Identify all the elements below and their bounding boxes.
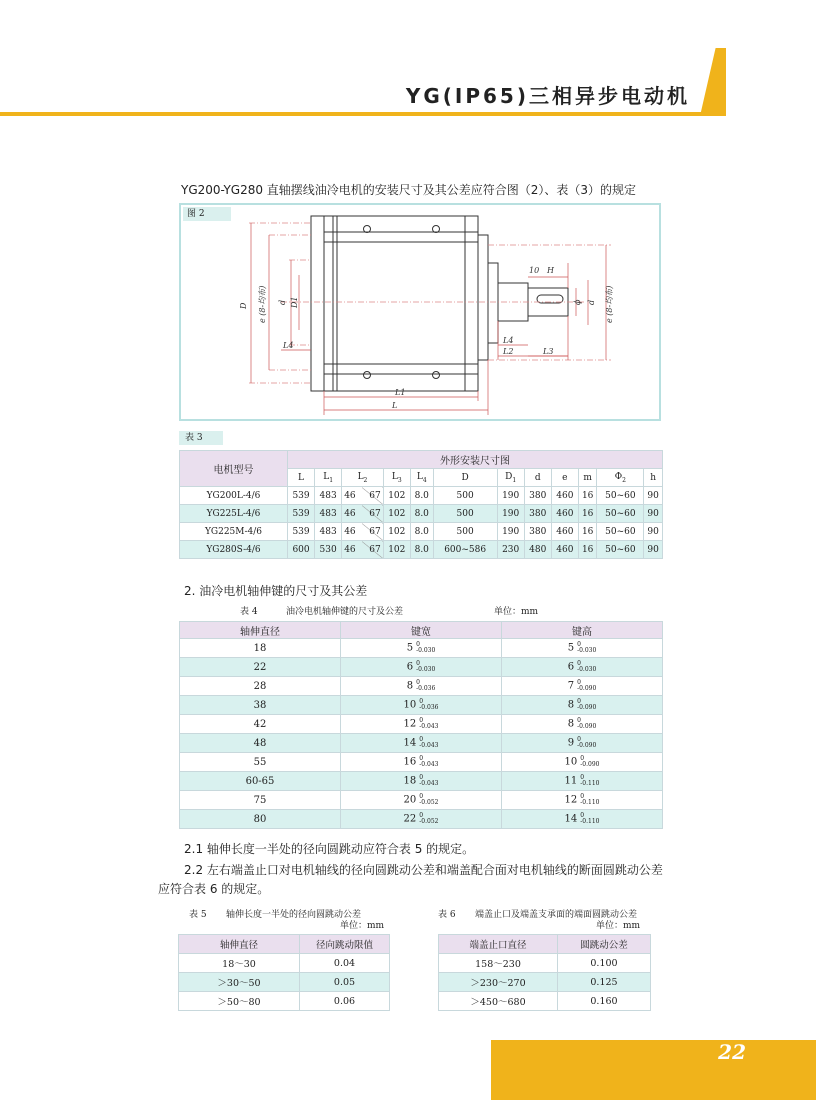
tol-upper: 0 (577, 660, 581, 667)
table-row (180, 734, 663, 753)
t3-model: YG225L-4/6 (180, 505, 288, 523)
t5-cell: ＞30～50 (179, 973, 300, 992)
table-row (180, 505, 663, 523)
table6-label: 表 6 (438, 910, 456, 920)
t4-width (341, 772, 502, 791)
dim-d-right: d (587, 299, 596, 305)
tol-upper: 0 (577, 736, 581, 743)
t4-dia: 80 (180, 810, 341, 829)
tol-upper: 0 (416, 660, 420, 667)
table-row (180, 772, 663, 791)
dim-d1: D1 (290, 296, 299, 308)
table4-title: 油冷电机轴伸键的尺寸及公差 (286, 607, 404, 617)
table3-label: 表 3 (179, 431, 223, 445)
tol-lower: -0.030 (577, 647, 597, 654)
table-row (439, 973, 651, 992)
t4-width-tol (419, 699, 438, 711)
tol-lower: -0.090 (580, 761, 600, 768)
motor-drawing (181, 205, 659, 419)
t3-cell: 190 (497, 487, 524, 505)
tol-lower: -0.090 (577, 742, 597, 749)
t4-width-val: 12 (403, 718, 417, 730)
t4-height (502, 639, 663, 658)
t3-model-header: 电机型号 (180, 451, 288, 487)
t4-dia: 48 (180, 734, 341, 753)
t3-cell: 46 (342, 541, 363, 559)
t3-cell: 50~60 (597, 541, 644, 559)
table-row (180, 791, 663, 810)
dim-d-small-left: d (278, 299, 287, 305)
t3-col-L: L (288, 469, 315, 487)
dim-l2: L2 (503, 347, 514, 356)
t4-width-val: 6 (406, 661, 414, 673)
tol-upper: 0 (419, 717, 424, 724)
dim-d-big: D (239, 302, 248, 309)
t4-width-tol (419, 813, 438, 825)
t3-cell: 600~586 (433, 541, 497, 559)
t3-cell: 102 (383, 487, 410, 505)
t4-dia: 28 (180, 677, 341, 696)
intro-paragraph: YG200-YG280 直轴摆线油冷电机的安装尺寸及其公差应符合图（2）、表（3）的规定 (181, 183, 637, 197)
t4-width-tol (416, 680, 435, 692)
t3-cell: 539 (288, 487, 315, 505)
t3-model: YG280S-4/6 (180, 541, 288, 559)
tol-upper: 0 (419, 755, 424, 762)
tol-upper: 0 (580, 774, 585, 781)
tol-upper: 0 (419, 774, 424, 781)
t3-cell: 380 (524, 505, 551, 523)
t3-cell: 90 (644, 541, 663, 559)
t4-width-val: 20 (403, 794, 417, 806)
t4-width-tol (419, 737, 438, 749)
t3-cell: 102 (383, 523, 410, 541)
t3-cell: 8.0 (410, 505, 433, 523)
t4-height (502, 696, 663, 715)
tol-lower: -0.036 (416, 685, 436, 692)
table-row (179, 992, 390, 1011)
dim-e-left: e (8-均布) (258, 285, 267, 323)
dim-l: L (392, 401, 398, 410)
t4-height (502, 658, 663, 677)
t4-dia: 22 (180, 658, 341, 677)
t5-cell: 0.05 (300, 973, 390, 992)
t3-cell: 46 (342, 523, 363, 541)
t4-width (341, 677, 502, 696)
t4-height-tol (580, 813, 599, 825)
dim-e-right: e (8-均布) (605, 285, 614, 323)
t4-dia: 55 (180, 753, 341, 772)
dim-l4-left: L4 (283, 341, 294, 350)
t4-height-tol (577, 737, 596, 749)
tol-upper: 0 (577, 717, 581, 724)
table-row (180, 658, 663, 677)
t4-width (341, 696, 502, 715)
t4-height (502, 791, 663, 810)
table5-unit: 单位：mm (340, 921, 385, 931)
t4-height (502, 715, 663, 734)
t4-width (341, 753, 502, 772)
t4-height-val: 8 (567, 718, 575, 730)
table-row (180, 715, 663, 734)
t3-cell: 483 (315, 505, 342, 523)
table6-unit: 单位：mm (596, 921, 641, 931)
paragraph-2-2-line2: 应符合表 6 的规定。 (158, 882, 270, 896)
table4-label: 表 4 (240, 607, 258, 617)
t4-height (502, 677, 663, 696)
t3-cell: 380 (524, 487, 551, 505)
dim-l1: L1 (395, 388, 406, 397)
dim-l3: L3 (543, 347, 554, 356)
figure-2 (179, 203, 661, 421)
t3-cell: 230 (497, 541, 524, 559)
t4-height (502, 772, 663, 791)
t6-cell: 0.100 (558, 954, 651, 973)
t4-height-val: 10 (564, 756, 578, 768)
page-number: 22 (718, 1040, 746, 1064)
table5 (178, 934, 390, 1011)
t3-cell: 67 (362, 487, 383, 505)
tol-lower: -0.110 (580, 799, 600, 806)
t3-cell: 16 (578, 541, 597, 559)
header-rule (0, 112, 725, 116)
table-row (180, 677, 663, 696)
t3-cell: 539 (288, 505, 315, 523)
tol-lower: -0.036 (419, 704, 439, 711)
page-header-title: YG(IP65)三相异步电动机 (405, 84, 690, 108)
paragraph-2-1: 2.1 轴伸长度一半处的径向圆跳动应符合表 5 的规定。 (184, 842, 475, 856)
t4-width-tol (419, 775, 438, 787)
tol-lower: -0.043 (419, 723, 439, 730)
t6-header: 端盖止口直径 (439, 935, 558, 954)
tol-upper: 0 (416, 641, 420, 648)
t5-cell: 0.04 (300, 954, 390, 973)
table6-title: 端盖止口及端盖支承面的端面圆跳动公差 (475, 910, 638, 920)
t3-cell: 46 (342, 487, 363, 505)
figure-label: 图 2 (183, 207, 231, 221)
t4-height (502, 810, 663, 829)
t4-header: 键高 (502, 622, 663, 639)
t3-cell: 480 (524, 541, 551, 559)
tol-lower: -0.110 (580, 818, 600, 825)
t4-width (341, 734, 502, 753)
table5-title: 轴伸长度一半处的径向圆跳动公差 (226, 910, 362, 920)
t3-col-L2: $L_2$ (342, 469, 384, 487)
t4-header: 键宽 (341, 622, 502, 639)
t4-height-tol (577, 661, 596, 673)
t3-cell: 190 (497, 523, 524, 541)
t4-height-val: 14 (564, 813, 578, 825)
tol-upper: 0 (577, 679, 581, 686)
t6-header: 圆跳动公差 (558, 935, 651, 954)
t3-cell: 90 (644, 487, 663, 505)
t4-width-val: 8 (406, 680, 414, 692)
t4-height-tol (580, 775, 599, 787)
t3-cell: 16 (578, 487, 597, 505)
t4-width (341, 715, 502, 734)
t3-col-L4: $L_4$ (410, 469, 433, 487)
table-row (439, 992, 651, 1011)
t3-col-D1: $D_1$ (497, 469, 524, 487)
table-row (180, 753, 663, 772)
t4-height-tol (577, 718, 596, 730)
t4-height-tol (580, 794, 599, 806)
tol-lower: -0.110 (580, 780, 600, 787)
tol-upper: 0 (580, 793, 585, 800)
t3-cell: 16 (578, 523, 597, 541)
t3-col-m: m (578, 469, 597, 487)
t6-cell: ＞450～680 (439, 992, 558, 1011)
t4-width (341, 791, 502, 810)
dim-10: 10 (529, 266, 540, 275)
section-2-heading: 2. 油冷电机轴伸键的尺寸及其公差 (184, 584, 368, 598)
t4-width-tol (419, 718, 438, 730)
table4-unit: 单位：mm (494, 607, 539, 617)
paragraph-2-2-line1: 2.2 左右端盖止口对电机轴线的径向圆跳动公差和端盖配合面对电机轴线的断面圆跳动公差 (184, 863, 663, 877)
t4-width (341, 658, 502, 677)
t3-cell: 50~60 (597, 487, 644, 505)
tol-upper: 0 (419, 736, 424, 743)
t6-cell: ＞230～270 (439, 973, 558, 992)
table4 (179, 621, 663, 829)
tol-upper: 0 (577, 698, 581, 705)
tol-lower: -0.090 (577, 704, 597, 711)
t3-cell: 102 (383, 505, 410, 523)
t3-cell: 50~60 (597, 523, 644, 541)
table3 (179, 450, 663, 559)
t4-height-val: 8 (567, 699, 575, 711)
tol-lower: -0.030 (577, 666, 597, 673)
t4-height-tol (577, 680, 596, 692)
t3-cell: 50~60 (597, 505, 644, 523)
t4-width-tol (416, 642, 435, 654)
t4-height-val: 5 (567, 642, 575, 654)
t3-group-header: 外形安装尺寸图 (288, 451, 663, 469)
t4-width-val: 18 (403, 775, 417, 787)
table-row (180, 541, 663, 559)
t3-col-L1: $L_1$ (315, 469, 342, 487)
tol-lower: -0.043 (419, 761, 439, 768)
t4-height-val: 12 (564, 794, 578, 806)
t3-cell: 90 (644, 523, 663, 541)
t3-col-D: D (433, 469, 497, 487)
table-row (180, 810, 663, 829)
t3-cell: 600 (288, 541, 315, 559)
t4-width (341, 810, 502, 829)
table-row (180, 639, 663, 658)
t3-col-h: h (644, 469, 663, 487)
t3-cell: 46 (342, 505, 363, 523)
t4-height-val: 9 (567, 737, 575, 749)
t3-cell: 483 (315, 487, 342, 505)
t3-cell: 8.0 (410, 523, 433, 541)
t3-cell: 460 (551, 541, 578, 559)
table-row (179, 973, 390, 992)
tol-upper: 0 (419, 812, 424, 819)
tol-lower: -0.043 (419, 742, 439, 749)
t3-cell: 67 (362, 505, 383, 523)
t3-col-L3: $L_3$ (383, 469, 410, 487)
tol-lower: -0.090 (577, 723, 597, 730)
tol-lower: -0.043 (419, 780, 439, 787)
t4-width-tol (419, 756, 438, 768)
t4-height-val: 11 (564, 775, 578, 787)
t4-dia: 18 (180, 639, 341, 658)
t4-height-tol (580, 756, 599, 768)
t3-cell: 460 (551, 487, 578, 505)
tol-lower: -0.030 (416, 666, 436, 673)
t4-width-tol (416, 661, 435, 673)
t5-header: 轴伸直径 (179, 935, 300, 954)
tol-lower: -0.090 (577, 685, 597, 692)
t3-cell: 500 (433, 487, 497, 505)
dim-phi: ϕ (573, 299, 582, 305)
t5-cell: ＞50～80 (179, 992, 300, 1011)
t3-cell: 539 (288, 523, 315, 541)
t3-cell: 8.0 (410, 541, 433, 559)
tol-upper: 0 (416, 679, 420, 686)
t3-cell: 460 (551, 505, 578, 523)
tol-upper: 0 (580, 812, 585, 819)
table-row (179, 954, 390, 973)
t3-cell: 8.0 (410, 487, 433, 505)
t4-height-tol (577, 642, 596, 654)
table-row (180, 487, 663, 505)
t4-height-val: 6 (567, 661, 575, 673)
tol-upper: 0 (577, 641, 581, 648)
t4-dia: 42 (180, 715, 341, 734)
t5-cell: 0.06 (300, 992, 390, 1011)
t6-cell: 0.160 (558, 992, 651, 1011)
t3-col-d: d (524, 469, 551, 487)
header-tab-decoration (700, 48, 726, 116)
t3-cell: 380 (524, 523, 551, 541)
t4-height-tol (577, 699, 596, 711)
t4-dia: 75 (180, 791, 341, 810)
t5-header: 径向跳动限值 (300, 935, 390, 954)
t3-cell: 483 (315, 523, 342, 541)
t3-model: YG225M-4/6 (180, 523, 288, 541)
t4-width-tol (419, 794, 438, 806)
t4-width-val: 22 (403, 813, 417, 825)
t3-cell: 90 (644, 505, 663, 523)
t3-cell: 460 (551, 523, 578, 541)
t4-width-val: 14 (403, 737, 417, 749)
t4-width (341, 639, 502, 658)
dim-l4-right: L4 (503, 336, 514, 345)
t6-cell: 0.125 (558, 973, 651, 992)
t3-cell: 190 (497, 505, 524, 523)
t4-height (502, 753, 663, 772)
t3-cell: 16 (578, 505, 597, 523)
t3-model: YG200L-4/6 (180, 487, 288, 505)
table-row (180, 696, 663, 715)
table6 (438, 934, 651, 1011)
t3-cell: 67 (362, 541, 383, 559)
tol-lower: -0.052 (419, 799, 439, 806)
t4-dia: 60-65 (180, 772, 341, 791)
t4-width-val: 16 (403, 756, 417, 768)
t3-cell: 67 (362, 523, 383, 541)
t4-width-val: 5 (406, 642, 414, 654)
table-row (439, 954, 651, 973)
t4-header: 轴伸直径 (180, 622, 341, 639)
t4-height (502, 734, 663, 753)
t3-cell: 102 (383, 541, 410, 559)
t3-col-phi2: $\Phi_2$ (597, 469, 644, 487)
t3-cell: 500 (433, 523, 497, 541)
t3-cell: 500 (433, 505, 497, 523)
footer-bar (491, 1040, 816, 1100)
table5-label: 表 5 (189, 910, 207, 920)
t4-height-val: 7 (567, 680, 575, 692)
tol-lower: -0.030 (416, 647, 436, 654)
tol-lower: -0.052 (419, 818, 439, 825)
t4-dia: 38 (180, 696, 341, 715)
t6-cell: 158～230 (439, 954, 558, 973)
tol-upper: 0 (419, 793, 424, 800)
dim-h: H (547, 266, 554, 275)
tol-upper: 0 (580, 755, 585, 762)
tol-upper: 0 (419, 698, 424, 705)
t3-col-e: e (551, 469, 578, 487)
table-row (180, 523, 663, 541)
t4-width-val: 10 (403, 699, 417, 711)
t3-cell: 530 (315, 541, 342, 559)
t5-cell: 18～30 (179, 954, 300, 973)
